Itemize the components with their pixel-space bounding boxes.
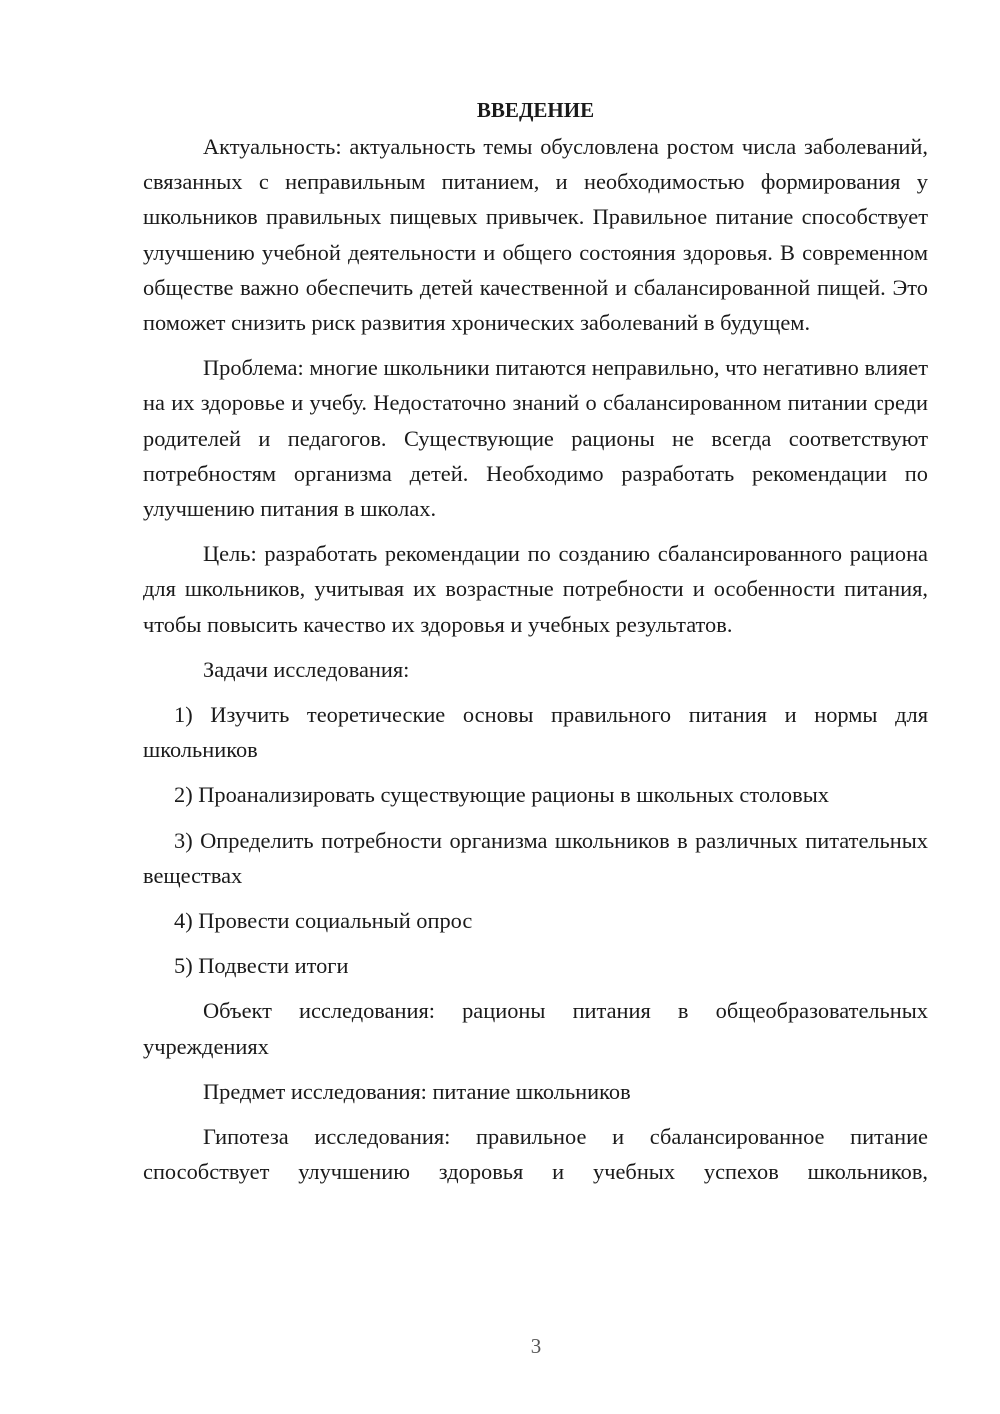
page-number: 3 — [530, 1334, 542, 1358]
problem-paragraph: Проблема: многие школьники питаются неправильно, что негативно влияет на их здоровье и учебу. Недостаточно знаний о сбалансированном питании среди родителей и педагогов. Существующие рационы не всегда соответствуют потребностям организма детей. Необходимо разработать рекомендации по улучшению питания в школах. — [143, 355, 928, 522]
hypothesis-paragraph: Гипотеза исследования: правильное и сбалансированное питание способствует улучшению здоровья и учебных успехов школьников, — [143, 1124, 928, 1185]
task-item-5: 5) Подвести итоги — [174, 953, 349, 979]
object-paragraph: Объект исследования: рационы питания в общеобразовательных учреждениях — [143, 998, 928, 1059]
document-page — [143, 93, 928, 1189]
task-item-3: 3) Определить потребности организма школьников в различных питательных веществах — [143, 827, 928, 888]
tasks-heading: Задачи исследования: — [203, 656, 410, 682]
task-item-4: 4) Провести социальный опрос — [174, 908, 473, 934]
task-item-2: 2) Проанализировать существующие рационы в школьных столовых — [174, 782, 829, 808]
relevance-paragraph: Актуальность: актуальность темы обусловлена ростом числа заболеваний, связанных с неправильным питанием, и необходимостью формирования у школьников правильных пищевых привычек. Правильное питание способствует улучшению учебной деятельности и общего состояния здоровья. В современном обществе важно обеспечить детей качественной и сбалансированной пищей. Это поможет снизить риск развития хронических заболеваний в будущем. — [143, 134, 928, 336]
task-item-1: 1) Изучить теоретические основы правильного питания и нормы для школьников — [143, 702, 928, 763]
subject-paragraph: Предмет исследования: питание школьников — [203, 1078, 631, 1104]
section-heading: ВВЕДЕНИЕ — [476, 98, 595, 122]
goal-paragraph: Цель: разработать рекомендации по созданию сбалансированного рациона для школьников, учитывая их возрастные потребности и особенности питания, чтобы повысить качество их здоровья и учебных результатов. — [143, 541, 928, 637]
